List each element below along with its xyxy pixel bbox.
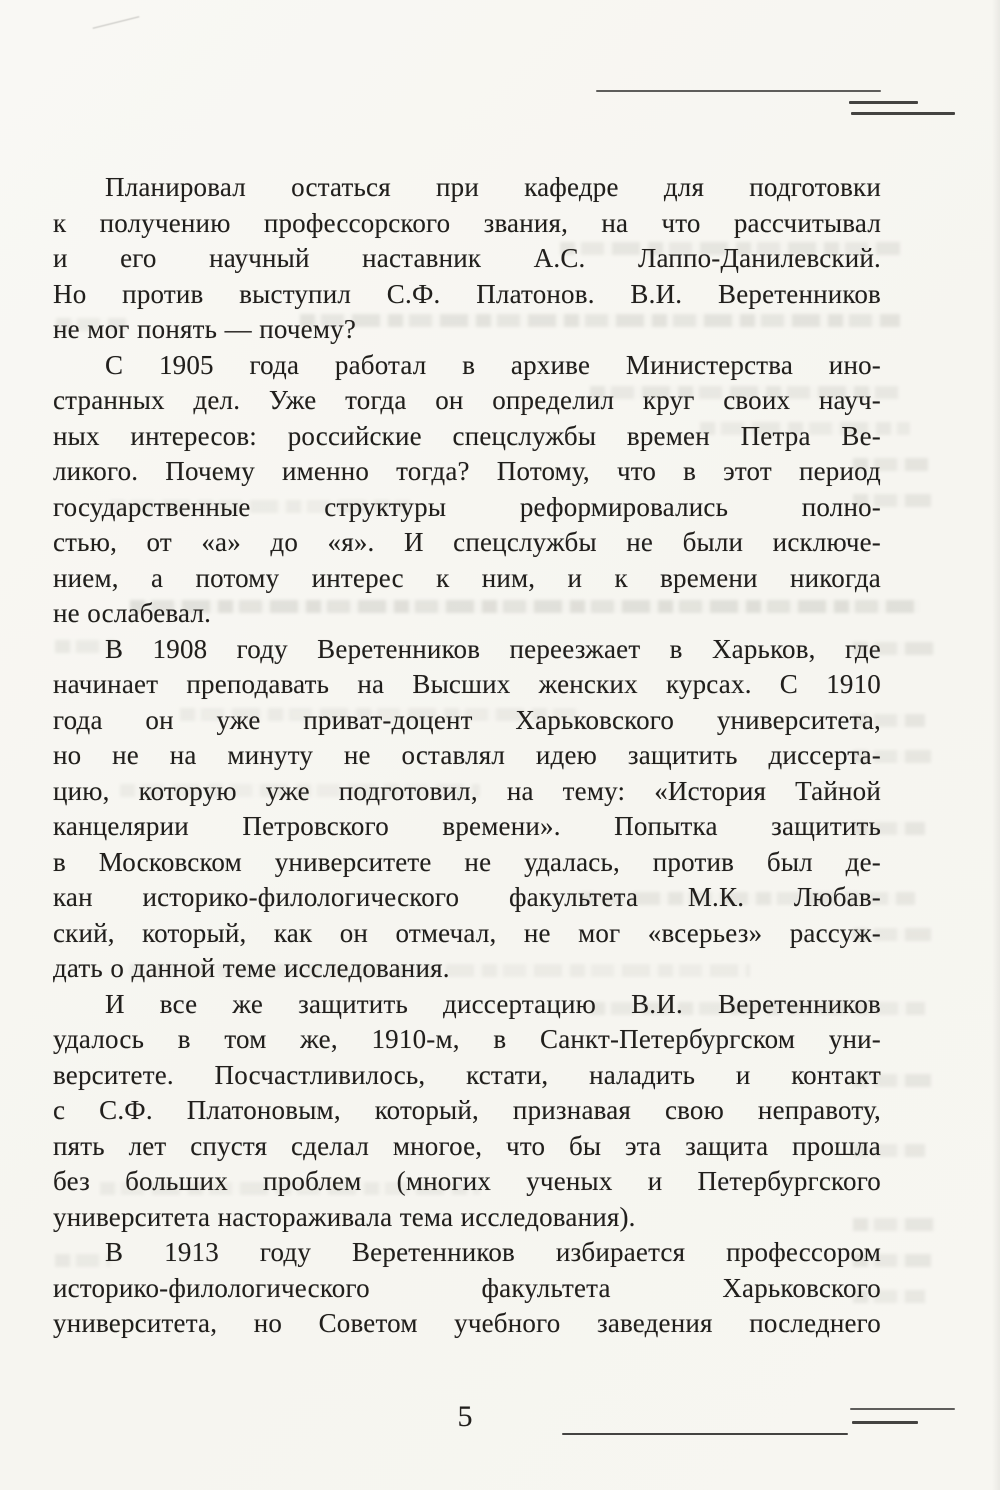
text-line: не ослабевал. (53, 598, 212, 628)
text-line: в Московском университете не удалась, против был де- (53, 846, 881, 877)
text-line: государственные структуры реформировались полно- (53, 491, 881, 522)
text-line: без больших проблем (многих ученых и Петербургского (53, 1166, 881, 1196)
text-line: странных дел. Уже тогда он определил круг своих науч- (53, 385, 881, 415)
text-line: ных интересов: российские спецслужбы времен Петра Ве- (53, 420, 881, 451)
text-line: ликого. Почему именно тогда? Потому, что в этот период (53, 456, 881, 486)
text-line: года он уже приват-доцент Харьковского университета, (53, 704, 881, 735)
text-line: дать о данной теме исследования. (53, 953, 450, 983)
body-text (53, 170, 881, 1342)
text-line: нием, а потому интерес к ним, и к времени никогда (53, 562, 881, 593)
top-rule-long (596, 90, 881, 92)
text-line: кан историко-филологического факультета М.К. Любав- (53, 882, 881, 912)
text-line: удалось в том же, 1910-м, в Санкт-Петербургском уни- (53, 1024, 881, 1054)
scan-scratch (93, 16, 140, 29)
text-line: и его научный наставник А.С. Лаппо-Данилевский. (53, 243, 881, 273)
bottom-rule-long (562, 1433, 848, 1435)
page-number: 5 (457, 1400, 473, 1433)
text-line: к получению профессорского звания, на что рассчитывал (53, 207, 881, 238)
top-rule-medium (851, 112, 955, 115)
text-line: цию, которую уже подготовил, на тему: «История Тайной (53, 775, 881, 806)
text-line: не мог понять — почему? (53, 314, 357, 344)
text-line: но не на минуту не оставлял идею защитить диссерта- (53, 740, 881, 770)
text-line: В 1913 году Веретенников избирается профессором (105, 1237, 881, 1267)
text-line: университета, но Советом учебного заведения последнего (53, 1308, 881, 1338)
text-line: С 1905 года работал в архиве Министерства ино- (105, 349, 881, 380)
text-line: университета настораживала тема исследования). (53, 1201, 636, 1232)
text-line: канцелярии Петровского времени». Попытка защитить (53, 811, 881, 841)
text-line: с С.Ф. Платоновым, который, признавая свою неправоту, (53, 1095, 881, 1125)
text-line: И все же защитить диссертацию В.И. Веретенников (105, 988, 881, 1019)
text-line: В 1908 году Веретенников переезжает в Харьков, где (105, 633, 881, 664)
text-line: Планировал остаться при кафедре для подготовки (105, 172, 881, 202)
bottom-rule-short (852, 1421, 918, 1424)
text-line: Но против выступил С.Ф. Платонов. В.И. Веретенников (53, 278, 881, 309)
text-line: стью, от «а» до «я». И спецслужбы не были исключе- (53, 527, 881, 557)
text-line: ский, который, как он отмечал, не мог «всерьез» рассуж- (53, 917, 881, 948)
text-line: начинает преподавать на Высших женских курсах. С 1910 (53, 669, 881, 699)
bottom-rule-medium (850, 1408, 955, 1410)
text-line: верситете. Посчастливилось, кстати, наладить и контакт (53, 1059, 881, 1090)
text-line: пять лет спустя сделал многое, что бы эта защита прошла (53, 1130, 881, 1161)
text-line: историко-филологического факультета Харьковского (53, 1272, 881, 1303)
top-rule-short (849, 101, 918, 104)
